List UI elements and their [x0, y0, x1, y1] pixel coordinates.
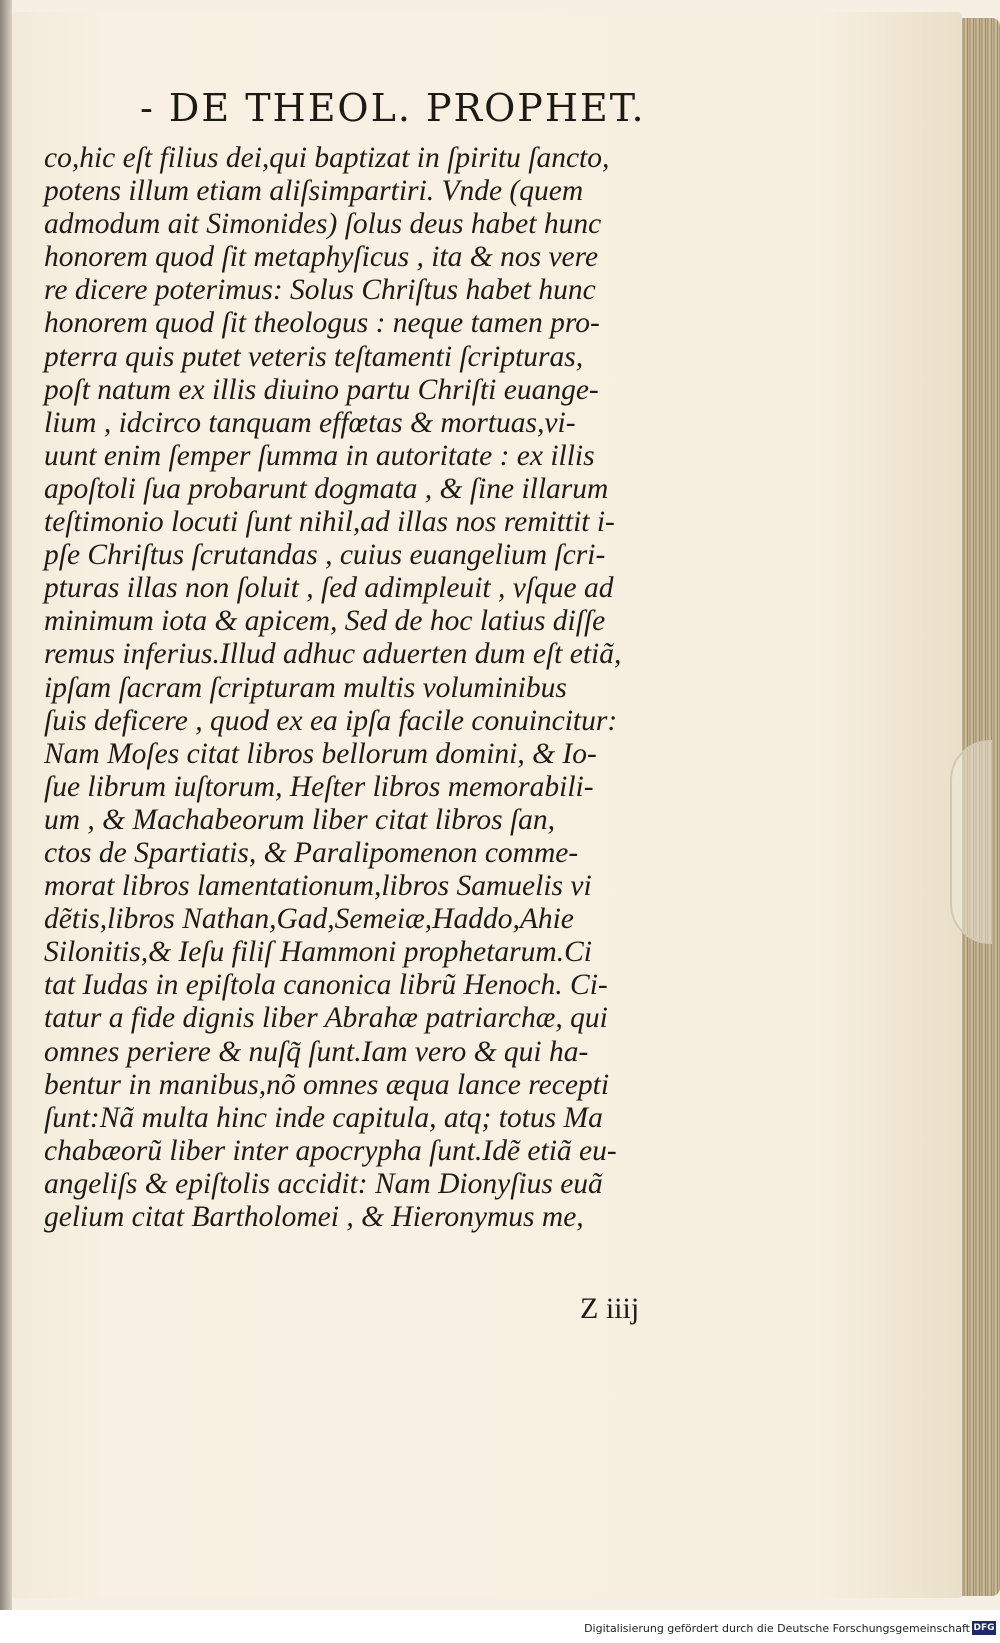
- text-line: ſuis deficere , quod ex ea ipſa facile conuincitur:: [44, 704, 618, 737]
- text-line: ſunt:Nã multa hinc inde capitula, atq; totus Ma: [44, 1101, 603, 1134]
- text-line: co,hic eſt filius dei,qui baptizat in ſpiritu ſancto,: [44, 142, 610, 174]
- text-line: ipſam ſacram ſcripturam multis voluminibus: [44, 671, 567, 704]
- text-line: uunt enim ſemper ſumma in autoritate : ex illis: [44, 439, 595, 472]
- text-line: potens illum etiam aliſsimpartiri. Vnde (quem: [44, 175, 584, 208]
- text-line: admodum ait Simonides) ſolus deus habet hunc: [44, 208, 602, 241]
- text-line: chabæorũ liber inter apocrypha ſunt.Idẽ etiã eu-: [44, 1134, 617, 1167]
- text-line: ctos de Spartiatis, & Paralipomenon comme-: [44, 836, 579, 869]
- text-line: pſe Chriſtus ſcrutandas , cuius euangelium ſcri-: [44, 539, 606, 572]
- text-line: apoſtoli ſua probarunt dogmata , & ſine illarum: [44, 472, 609, 505]
- text-line: honorem quod ſit theologus : neque tamen pro-: [44, 307, 600, 340]
- dfg-logo: DFG: [973, 1623, 995, 1633]
- text-line: minimum iota & apicem, Sed de hoc latius diſſe: [44, 605, 606, 638]
- text-line: pturas illas non ſoluit , ſed adimpleuit , vſque ad: [44, 572, 614, 605]
- text-line: Silonitis,& Ieſu filiſ Hammoni prophetarum.Ci: [44, 936, 592, 969]
- text-line: tatur a fide dignis liber Abrahæ patriarchæ, qui: [44, 1002, 608, 1035]
- text-line: lium , idcirco tanquam effœtas & mortuas,vi-: [44, 406, 576, 439]
- text-line: morat libros lamentationum,libros Samuelis vi: [44, 870, 592, 903]
- text-line: remus inferius.Illud adhuc aduerten dum eſt etiã,: [44, 638, 622, 671]
- text-line: omnes periere & nuſq̃ ſunt.Iam vero & qui ha-: [44, 1035, 589, 1068]
- text-line: Nam Moſes citat libros bellorum domini, & Io-: [44, 737, 597, 770]
- text-line: poſt natum ex illis diuino partu Chriſti euange-: [44, 373, 599, 406]
- text-line: angeliſs & epiſtolis accidit: Nam Dionyſius euã: [44, 1167, 603, 1200]
- text-line: dẽtis,libros Nathan,Gad,Semeiæ,Haddo,Ahie: [44, 903, 574, 936]
- text-line: pterra quis putet veteris teſtamenti ſcripturas,: [44, 340, 584, 373]
- footer-credit: Digitalisierung gefördert durch die Deutsche Forschungsgemeinschaft: [584, 1622, 970, 1635]
- page-tab-outline: [950, 740, 992, 944]
- text-line: um , & Machabeorum liber citat libros ſan,: [44, 803, 556, 836]
- binding-shadow: [0, 0, 12, 1610]
- text-line: honorem quod ſit metaphyſicus , ita & nos vere: [44, 241, 599, 274]
- text-line: ſue librum iuſtorum, Heſter libros memorabili-: [44, 770, 594, 803]
- signature-mark: Z iiij: [580, 1292, 640, 1325]
- text-line: re dicere poterimus: Solus Chriſtus habet hunc: [44, 274, 596, 307]
- text-line: tat Iudas in epiſtola canonica librũ Henoch. Ci-: [44, 969, 608, 1002]
- text-line: teſtimonio locuti ſunt nihil,ad illas nos remittit i-: [44, 506, 615, 539]
- text-line: bentur in manibus,nõ omnes æqua lance recepti: [44, 1068, 610, 1101]
- running-head: - DE THEOL. PROPHET.: [140, 86, 646, 130]
- text-line: gelium citat Bartholomei , & Hieronymus me,: [44, 1201, 584, 1233]
- body-text: [44, 142, 744, 1234]
